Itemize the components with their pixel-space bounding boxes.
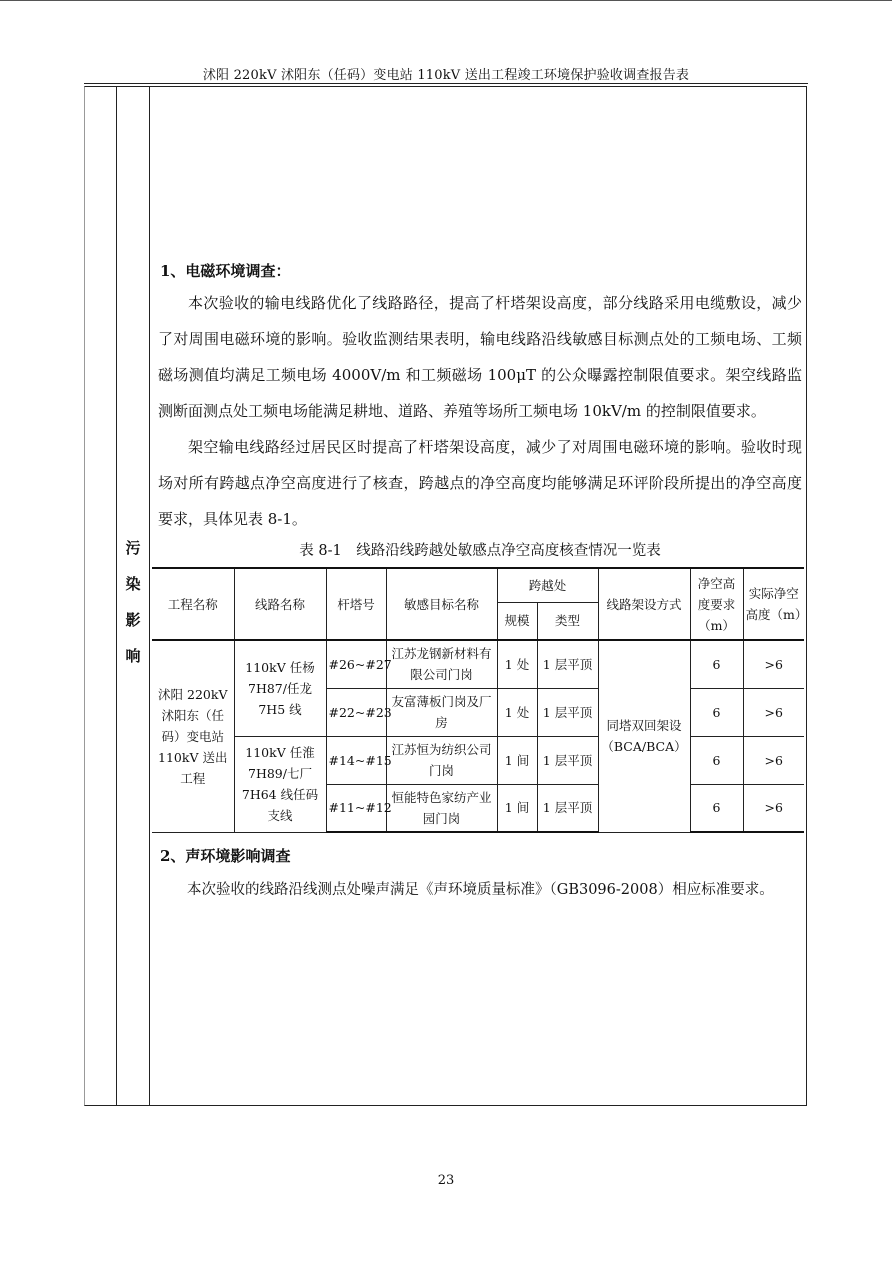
cell-tower: #11~#12 [326, 784, 386, 832]
header-rule [84, 83, 808, 84]
cell-scale: 1 处 [497, 688, 537, 736]
cell-line: 110kV 任淮 7H89/七厂 7H64 线任码支线 [234, 736, 326, 832]
section2-paragraph: 本次验收的线路沿线测点处噪声满足《声环境质量标准》（GB3096-2008）相应标准要求。 [187, 882, 774, 898]
cell-required: 6 [690, 640, 743, 688]
cell-type: 1 层平顶 [537, 688, 598, 736]
section1-title: 1、电磁环境调查： [160, 262, 291, 280]
page-header: 沭阳 220kV 沭阳东（任码）变电站 110kV 送出工程竣工环境保护验收调查报告表 [202, 68, 690, 83]
cell-actual: >6 [743, 640, 804, 688]
section1-paragraph: 架空输电线路经过居民区时提高了杆塔架设高度，减少了对周围电磁环境的影响。验收时现场对所有跨越点净空高度进行了核查，跨越点的净空高度均能够满足环评阶段所提出的净空高度要求，具体见表 8-1。 [158, 438, 802, 528]
cell-project: 沭阳 220kV 沭阳东（任码）变电站 110kV 送出工程 [152, 640, 234, 832]
th-actual: 实际净空高度（m） [743, 568, 804, 640]
th-required: 净空高度要求（m） [690, 568, 743, 640]
side-label-char: 污 [125, 539, 141, 557]
th-crossing: 跨越处 [497, 568, 598, 602]
table-row [152, 640, 804, 688]
cell-line: 110kV 任杨 7H87/任龙 7H5 线 [234, 640, 326, 736]
section1-body [158, 285, 802, 537]
th-project: 工程名称 [152, 568, 234, 640]
th-type: 类型 [537, 602, 598, 640]
cell-scale: 1 处 [497, 640, 537, 688]
page-number: 23 [437, 1173, 455, 1188]
cell-scale: 1 间 [497, 784, 537, 832]
side-label-char: 染 [125, 575, 141, 593]
cell-tower: #22~#23 [326, 688, 386, 736]
cell-required: 6 [690, 736, 743, 784]
table-caption: 表 8-1 线路沿线跨越处敏感点净空高度核查情况一览表 [299, 543, 661, 559]
cell-required: 6 [690, 784, 743, 832]
side-label [117, 530, 149, 674]
cell-target: 恒能特色家纺产业园门岗 [386, 784, 497, 832]
cell-type: 1 层平顶 [537, 640, 598, 688]
side-label-char: 影 [125, 611, 141, 629]
th-scale: 规模 [497, 602, 537, 640]
table-row [152, 736, 804, 784]
th-tower: 杆塔号 [326, 568, 386, 640]
cell-target: 江苏龙钢新材料有限公司门岗 [386, 640, 497, 688]
cell-scale: 1 间 [497, 736, 537, 784]
cell-type: 1 层平顶 [537, 736, 598, 784]
frame-divider-2 [149, 86, 150, 1106]
th-target: 敏感目标名称 [386, 568, 497, 640]
side-label-char: 响 [125, 647, 141, 665]
cell-tower: #26~#27 [326, 640, 386, 688]
cell-type: 1 层平顶 [537, 784, 598, 832]
th-erection: 线路架设方式 [598, 568, 690, 640]
cell-actual: >6 [743, 784, 804, 832]
cell-target: 友富薄板门岗及厂房 [386, 688, 497, 736]
section1-paragraph: 本次验收的输电线路优化了线路路径，提高了杆塔架设高度，部分线路采用电缆敷设，减少了对周围电磁环境的影响。验收监测结果表明，输电线路沿线敏感目标测点处的工频电场、工频磁场测值均满足工频电场 4000V/m 和工频磁场 100μT 的公众曝露控制限值要求。架空线路监测断面测点处工频电场能满足耕地、道路、养殖等场所工频电场 10kV/m 的控制限值要求。 [158, 294, 802, 420]
page-top-rule [0, 0, 892, 1]
cell-actual: >6 [743, 736, 804, 784]
cell-actual: >6 [743, 688, 804, 736]
cell-erection: 同塔双回架设（BCA/BCA） [598, 640, 690, 832]
th-line: 线路名称 [234, 568, 326, 640]
section2-title: 2、声环境影响调查 [160, 847, 291, 865]
cell-tower: #14~#15 [326, 736, 386, 784]
cell-target: 江苏恒为纺织公司门岗 [386, 736, 497, 784]
clearance-table [152, 567, 808, 833]
cell-required: 6 [690, 688, 743, 736]
